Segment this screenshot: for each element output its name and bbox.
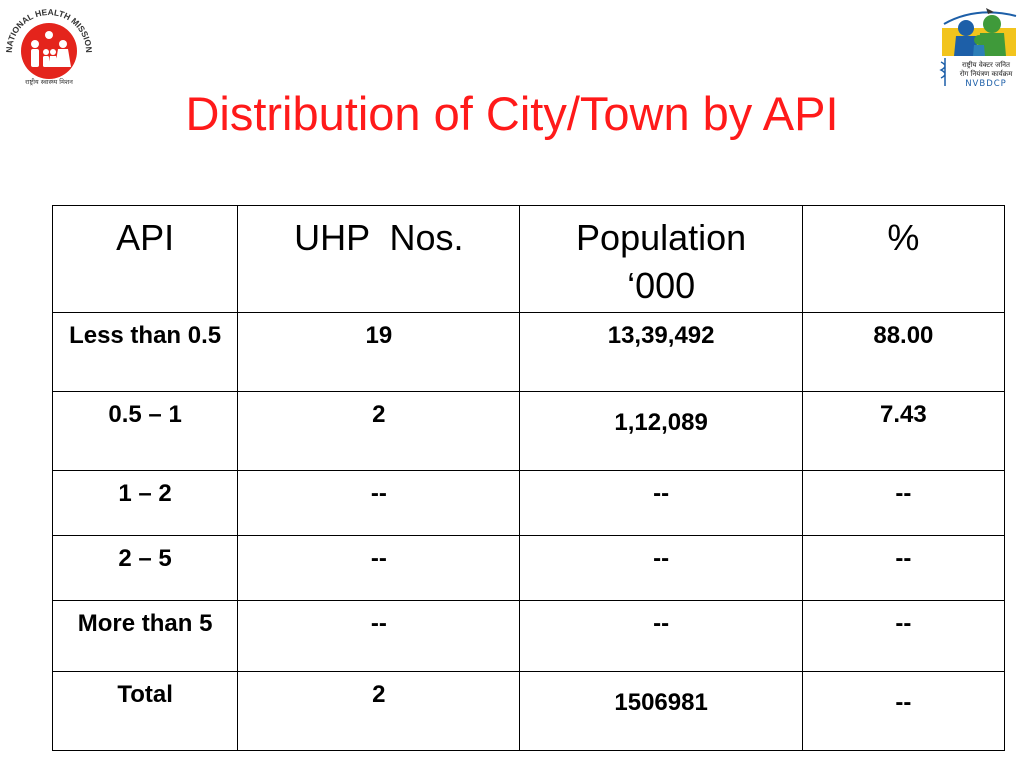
header-population-line1: Population (576, 217, 747, 258)
table-row (53, 536, 1005, 601)
cell-percent: -- (802, 672, 1004, 751)
page-title: Distribution of City/Town by API (185, 87, 839, 140)
nhm-logo (2, 2, 96, 86)
cell-percent: -- (802, 601, 1004, 672)
cell-population: 13,39,492 (520, 313, 802, 392)
table-row-total (53, 672, 1005, 751)
cell-uhp: 2 (238, 392, 520, 471)
cell-uhp: 19 (238, 313, 520, 392)
cell-population: 1,12,089 (520, 392, 802, 471)
api-distribution-table (52, 205, 1005, 751)
cell-api: More than 5 (53, 601, 238, 672)
table-row (53, 601, 1005, 672)
cell-uhp: -- (238, 601, 520, 672)
cell-api: 1 – 2 (53, 471, 238, 536)
header-population-line2: ‘000 (627, 265, 696, 306)
cell-percent: 7.43 (802, 392, 1004, 471)
header-percent: % (802, 206, 1004, 313)
table-row (53, 313, 1005, 392)
table-row (53, 392, 1005, 471)
nvbdcp-logo (936, 2, 1022, 88)
cell-api: Total (53, 672, 238, 751)
cell-population: -- (520, 601, 802, 672)
cell-api: Less than 0.5 (53, 313, 238, 392)
cell-population: 1506981 (520, 672, 802, 751)
cell-api: 2 – 5 (53, 536, 238, 601)
cell-api: 0.5 – 1 (53, 392, 238, 471)
nvbdcp-text: NVBDCP (965, 79, 1007, 88)
table-row (53, 471, 1005, 536)
cell-percent: -- (802, 471, 1004, 536)
header-api: API (53, 206, 238, 313)
cell-population: -- (520, 471, 802, 536)
cell-uhp: 2 (238, 672, 520, 751)
cell-uhp: -- (238, 536, 520, 601)
nhm-arc-text: NATIONAL HEALTH MISSION (3, 6, 95, 54)
nvbdcp-hindi-line1: राष्ट्रीय वेक्टर जनित (961, 61, 1011, 69)
cell-uhp: -- (238, 471, 520, 536)
table-header-row (53, 206, 1005, 313)
cell-population: -- (520, 536, 802, 601)
cell-percent: 88.00 (802, 313, 1004, 392)
nvbdcp-hindi-line2: रोग नियंत्रण कार्यक्रम (959, 70, 1013, 78)
header-uhp-nos: UHP Nos. (238, 206, 520, 313)
nhm-subtext: राष्ट्रीय स्वास्थ्य मिशन (25, 78, 73, 86)
cell-percent: -- (802, 536, 1004, 601)
header-population (520, 206, 802, 313)
